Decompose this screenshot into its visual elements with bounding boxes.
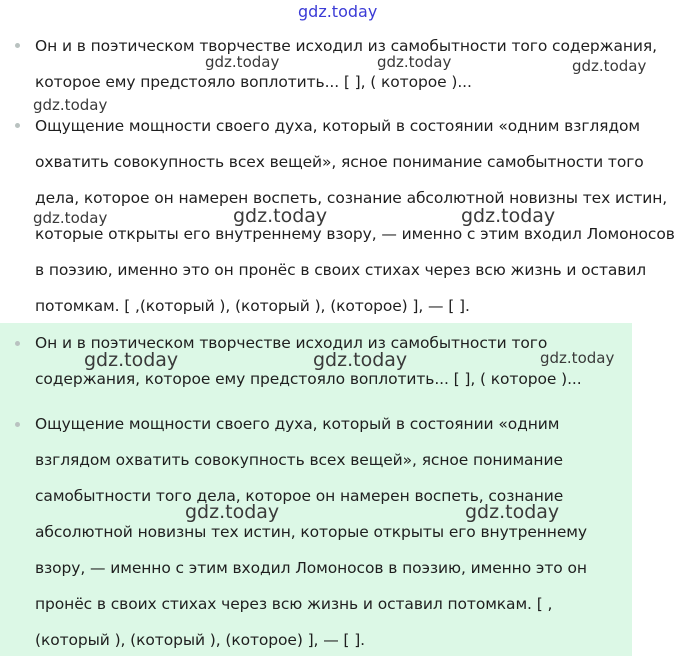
list-item-text: Он и в поэтическом творчестве исходил из самобытности того содержания, которое ему предстояло воплотить... [ ], ( которое )... [35,334,582,388]
bullet-icon [15,123,20,128]
watermark: gdz.today [233,205,328,227]
watermark: gdz.today [33,209,108,227]
watermark: gdz.today [465,501,560,523]
bullet-icon [15,422,20,427]
watermark: gdz.today [313,349,408,371]
list-item-text: Он и в поэтическом творчестве исходил из самобытности того содержания, которое ему предстояло воплотить... [ ], ( которое )... [35,37,657,91]
watermark: gdz.today [377,53,452,71]
answer-list-highlighted [0,325,632,658]
watermark: gdz.today [540,349,615,367]
watermark: gdz.today [205,53,280,71]
watermark: gdz.today [298,2,378,21]
watermark: gdz.today [572,57,647,75]
bullet-icon [15,341,20,346]
answer-block-highlighted [0,323,632,656]
list-item-text: Ощущение мощности своего духа, который в состоянии «одним взглядом охватить совокупность всех вещей», ясное понимание самобытности того дела, которое он намерен воспеть, сознание абсолютной новизны тех истин, которые открыты его внутреннему взору, — именно с этим входил Ломоносов в поэзию, именно это он пронёс в своих стихах через всю жизнь и оставил потомкам. [ ,(который ), (который ), (которое) ], — [ ]. [35,117,675,315]
watermark: gdz.today [33,96,108,114]
list-item [0,406,632,658]
watermark: gdz.today [185,501,280,523]
watermark: gdz.today [84,349,179,371]
list-item-text: Ощущение мощности своего духа, который в состоянии «одним взглядом охватить совокупность всех вещей», ясное понимание самобытности того дела, которое он намерен воспеть, сознание абсолютной новизны тех истин, которые открыты его внутреннему взору, — именно с этим входил Ломоносов в поэзию, именно это он пронёс в своих стихах через всю жизнь и оставил потомкам. [ , (который ), (который ), (которое) ], — [ ]. [35,415,587,649]
watermark: gdz.today [461,205,556,227]
bullet-icon [15,43,20,48]
